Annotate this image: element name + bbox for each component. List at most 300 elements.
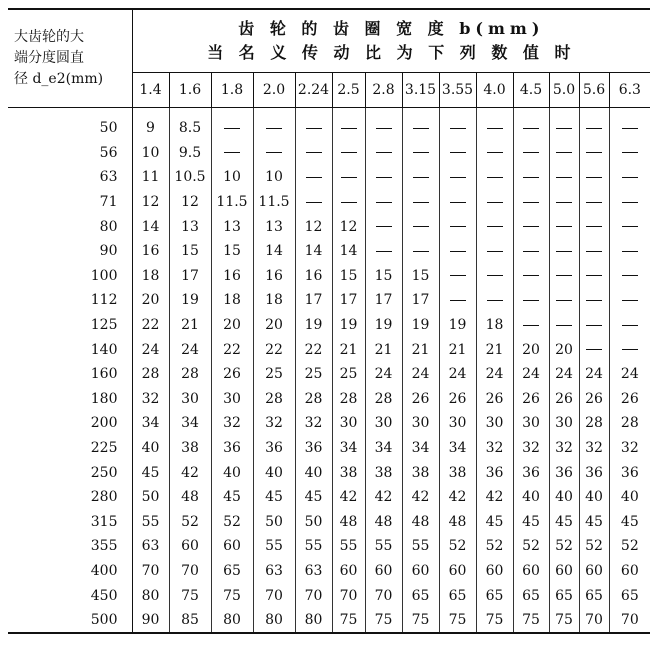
empty-value-cell xyxy=(402,165,439,190)
width-value-cell: 70 xyxy=(295,583,332,608)
dash-mark xyxy=(450,152,466,153)
width-value-cell: 10 xyxy=(253,165,295,190)
width-value-cell: 11.5 xyxy=(211,190,253,215)
width-value-cell: 55 xyxy=(402,534,439,559)
dash-mark xyxy=(523,226,539,227)
width-value-cell: 26 xyxy=(609,387,650,412)
width-value-cell: 34 xyxy=(402,436,439,461)
empty-value-cell xyxy=(549,313,579,338)
empty-value-cell xyxy=(513,239,549,264)
width-value-cell: 48 xyxy=(365,510,402,535)
width-value-cell: 17 xyxy=(365,288,402,313)
width-value-cell: 25 xyxy=(253,362,295,387)
width-value-cell: 38 xyxy=(402,460,439,485)
empty-value-cell xyxy=(253,141,295,166)
width-value-cell: 25 xyxy=(295,362,332,387)
width-value-cell: 21 xyxy=(332,337,365,362)
dash-mark xyxy=(622,251,638,252)
dash-mark xyxy=(306,152,322,153)
empty-value-cell xyxy=(253,116,295,141)
width-value-cell: 36 xyxy=(579,460,609,485)
dash-mark xyxy=(586,300,602,301)
width-value-cell: 40 xyxy=(211,460,253,485)
width-value-cell: 34 xyxy=(141,415,160,432)
width-value-cell: 90 xyxy=(141,612,160,629)
empty-value-cell xyxy=(476,288,513,313)
width-value-cell: 65 xyxy=(579,583,609,608)
width-value-cell: 17 xyxy=(332,288,365,313)
width-value-cell: 34 xyxy=(439,436,476,461)
width-value-cell: 15 xyxy=(402,264,439,289)
table-row xyxy=(8,337,650,362)
empty-value-cell xyxy=(476,190,513,215)
empty-value-cell xyxy=(295,116,332,141)
empty-value-cell xyxy=(439,214,476,239)
width-value-cell: 40 xyxy=(609,485,650,510)
dash-mark xyxy=(376,251,392,252)
width-value-cell: 19 xyxy=(402,313,439,338)
width-value-cell: 70 xyxy=(365,583,402,608)
width-value-cell: 80 xyxy=(141,587,160,604)
empty-value-cell xyxy=(476,214,513,239)
header-title-line-1: 齿 轮 的 齿 圈 宽 度 b(mm) xyxy=(238,19,545,38)
width-value-cell: 75 xyxy=(402,608,439,634)
width-value-cell: 14 xyxy=(253,239,295,264)
dash-mark xyxy=(413,251,429,252)
width-value-cell: 8.5 xyxy=(169,116,211,141)
dash-mark xyxy=(450,251,466,252)
width-value-cell: 20 xyxy=(513,337,549,362)
width-value-cell: 34 xyxy=(169,411,211,436)
empty-value-cell xyxy=(579,116,609,141)
ratio-header-cell: 1.4 xyxy=(132,73,169,108)
width-value-cell: 60 xyxy=(439,559,476,584)
width-value-cell: 26 xyxy=(402,387,439,412)
empty-value-cell xyxy=(513,313,549,338)
ratio-header-cell: 2.5 xyxy=(332,73,365,108)
empty-value-cell xyxy=(211,116,253,141)
dash-mark xyxy=(586,325,602,326)
dash-mark xyxy=(523,251,539,252)
width-value-cell: 15 xyxy=(332,264,365,289)
width-value-cell: 26 xyxy=(579,387,609,412)
width-value-cell: 13 xyxy=(169,214,211,239)
diameter-cell: 250 xyxy=(8,460,132,485)
width-value-cell: 16 xyxy=(295,264,332,289)
empty-value-cell xyxy=(476,239,513,264)
diameter-cell: 50 xyxy=(8,116,132,141)
dash-mark xyxy=(622,349,638,350)
empty-value-cell xyxy=(609,190,650,215)
width-value-cell: 48 xyxy=(439,510,476,535)
dash-mark xyxy=(341,152,357,153)
dash-mark xyxy=(450,275,466,276)
width-value-cell: 12 xyxy=(332,214,365,239)
dash-mark xyxy=(450,202,466,203)
empty-value-cell xyxy=(609,141,650,166)
ratio-header-cell: 5.0 xyxy=(549,73,579,108)
dash-mark xyxy=(224,152,240,153)
width-value-cell: 30 xyxy=(513,411,549,436)
width-value-cell: 36 xyxy=(295,436,332,461)
table-row xyxy=(8,190,650,215)
empty-value-cell xyxy=(549,288,579,313)
width-value-cell: 80 xyxy=(211,608,253,634)
width-value-cell: 65 xyxy=(609,583,650,608)
empty-value-cell xyxy=(402,190,439,215)
diameter-cell: 80 xyxy=(8,214,132,239)
empty-value-cell xyxy=(439,239,476,264)
dash-mark xyxy=(376,202,392,203)
empty-value-cell xyxy=(439,116,476,141)
width-value-cell: 60 xyxy=(332,559,365,584)
width-value-cell: 70 xyxy=(579,608,609,634)
empty-value-cell xyxy=(365,190,402,215)
dash-mark xyxy=(487,226,503,227)
diameter-cell: 100 xyxy=(8,264,132,289)
width-value-cell: 17 xyxy=(169,264,211,289)
width-value-cell: 48 xyxy=(402,510,439,535)
dash-mark xyxy=(266,128,282,129)
width-value-cell: 85 xyxy=(169,608,211,634)
empty-value-cell xyxy=(439,141,476,166)
empty-value-cell xyxy=(439,190,476,215)
width-value-cell: 38 xyxy=(439,460,476,485)
width-value-cell: 14 xyxy=(332,239,365,264)
width-value-cell: 70 xyxy=(609,608,650,634)
width-value-cell: 28 xyxy=(253,387,295,412)
width-value-cell: 52 xyxy=(476,534,513,559)
width-value-cell: 55 xyxy=(295,534,332,559)
diameter-cell: 63 xyxy=(8,165,132,190)
width-value-cell: 60 xyxy=(476,559,513,584)
width-value-cell: 75 xyxy=(211,583,253,608)
width-value-cell: 45 xyxy=(253,485,295,510)
ratio-header-cell: 2.24 xyxy=(295,73,332,108)
width-value-cell: 28 xyxy=(609,411,650,436)
width-value-cell: 65 xyxy=(476,583,513,608)
diameter-cell: 200 xyxy=(8,411,132,436)
width-value-cell: 28 xyxy=(169,362,211,387)
empty-value-cell xyxy=(549,141,579,166)
dash-mark xyxy=(523,177,539,178)
diameter-cell: 180 xyxy=(8,387,132,412)
width-value-cell: 28 xyxy=(365,387,402,412)
dash-mark xyxy=(556,202,572,203)
width-value-cell: 30 xyxy=(439,411,476,436)
width-value-cell: 32 xyxy=(253,411,295,436)
width-value-cell: 32 xyxy=(579,436,609,461)
width-value-cell: 26 xyxy=(476,387,513,412)
empty-value-cell xyxy=(609,165,650,190)
empty-value-cell xyxy=(476,141,513,166)
width-value-cell: 45 xyxy=(579,510,609,535)
empty-value-cell xyxy=(332,190,365,215)
empty-value-cell xyxy=(579,313,609,338)
width-value-cell: 75 xyxy=(365,608,402,634)
dash-mark xyxy=(523,202,539,203)
width-value-cell: 19 xyxy=(332,313,365,338)
spacer-cell xyxy=(476,108,513,117)
diameter-cell: 140 xyxy=(8,337,132,362)
dash-mark xyxy=(586,251,602,252)
diameter-cell: 71 xyxy=(8,190,132,215)
table-row xyxy=(8,288,650,313)
dash-mark xyxy=(341,177,357,178)
diameter-cell: 315 xyxy=(8,510,132,535)
width-value-cell: 28 xyxy=(332,387,365,412)
ratio-header-cell: 3.15 xyxy=(402,73,439,108)
width-value-cell: 26 xyxy=(211,362,253,387)
width-value-cell: 10 xyxy=(141,144,160,161)
width-value-cell: 60 xyxy=(513,559,549,584)
table-row xyxy=(8,608,650,634)
width-value-cell: 24 xyxy=(141,341,160,358)
empty-value-cell xyxy=(609,214,650,239)
empty-value-cell xyxy=(439,264,476,289)
dash-mark xyxy=(586,349,602,350)
width-value-cell: 52 xyxy=(169,510,211,535)
width-value-cell: 20 xyxy=(141,292,160,309)
gear-width-table-wrap xyxy=(8,8,650,634)
dash-mark xyxy=(487,275,503,276)
width-value-cell: 55 xyxy=(253,534,295,559)
width-value-cell: 65 xyxy=(439,583,476,608)
width-value-cell: 24 xyxy=(609,362,650,387)
width-value-cell: 32 xyxy=(609,436,650,461)
dash-mark xyxy=(622,275,638,276)
empty-value-cell xyxy=(549,239,579,264)
dash-mark xyxy=(306,202,322,203)
spacer-cell xyxy=(549,108,579,117)
empty-value-cell xyxy=(402,239,439,264)
table-row xyxy=(8,460,650,485)
ratio-header-cell: 1.8 xyxy=(211,73,253,108)
width-value-cell: 52 xyxy=(513,534,549,559)
width-value-cell: 32 xyxy=(513,436,549,461)
width-value-cell: 55 xyxy=(332,534,365,559)
width-value-cell: 20 xyxy=(211,313,253,338)
width-value-cell: 30 xyxy=(169,387,211,412)
empty-value-cell xyxy=(513,116,549,141)
width-value-cell: 12 xyxy=(141,194,160,211)
ratio-header-cell: 2.8 xyxy=(365,73,402,108)
empty-value-cell xyxy=(365,116,402,141)
width-value-cell: 13 xyxy=(211,214,253,239)
width-value-cell: 52 xyxy=(439,534,476,559)
width-value-cell: 34 xyxy=(365,436,402,461)
dash-mark xyxy=(622,128,638,129)
width-value-cell: 28 xyxy=(141,366,160,383)
dash-mark xyxy=(376,226,392,227)
empty-value-cell xyxy=(609,288,650,313)
width-value-cell: 30 xyxy=(402,411,439,436)
table-row xyxy=(8,387,650,412)
table-row xyxy=(8,411,650,436)
empty-value-cell xyxy=(295,190,332,215)
dash-mark xyxy=(413,152,429,153)
ratio-header-cell: 4.5 xyxy=(513,73,549,108)
dash-mark xyxy=(487,152,503,153)
width-value-cell: 75 xyxy=(169,583,211,608)
spacer-cell xyxy=(365,108,402,117)
empty-value-cell xyxy=(549,165,579,190)
dash-mark xyxy=(266,152,282,153)
width-value-cell: 12 xyxy=(295,214,332,239)
width-value-cell: 36 xyxy=(609,460,650,485)
empty-value-cell xyxy=(513,190,549,215)
width-value-cell: 52 xyxy=(579,534,609,559)
width-value-cell: 32 xyxy=(295,411,332,436)
table-row xyxy=(8,510,650,535)
empty-value-cell xyxy=(579,264,609,289)
width-value-cell: 10 xyxy=(211,165,253,190)
width-value-cell: 25 xyxy=(332,362,365,387)
width-value-cell: 65 xyxy=(549,583,579,608)
ratio-header-cell: 6.3 xyxy=(609,73,650,108)
diameter-cell: 112 xyxy=(8,288,132,313)
empty-value-cell xyxy=(402,214,439,239)
width-value-cell: 40 xyxy=(579,485,609,510)
table-row xyxy=(8,583,650,608)
spacer-cell xyxy=(579,108,609,117)
empty-value-cell xyxy=(579,337,609,362)
diameter-cell: 90 xyxy=(8,239,132,264)
width-value-cell: 32 xyxy=(476,436,513,461)
width-value-cell: 63 xyxy=(141,538,160,555)
dash-mark xyxy=(523,152,539,153)
dash-mark xyxy=(450,128,466,129)
width-value-cell: 45 xyxy=(211,485,253,510)
width-value-cell: 21 xyxy=(476,337,513,362)
empty-value-cell xyxy=(211,141,253,166)
empty-value-cell xyxy=(365,214,402,239)
empty-value-cell xyxy=(402,116,439,141)
width-value-cell: 80 xyxy=(253,608,295,634)
dash-mark xyxy=(556,251,572,252)
table-row xyxy=(8,165,650,190)
width-value-cell: 22 xyxy=(211,337,253,362)
dash-mark xyxy=(586,177,602,178)
ratio-header-cell: 3.55 xyxy=(439,73,476,108)
width-value-cell: 38 xyxy=(332,460,365,485)
width-value-cell: 34 xyxy=(332,436,365,461)
width-value-cell: 12 xyxy=(169,190,211,215)
width-value-cell: 70 xyxy=(332,583,365,608)
spacer-cell xyxy=(513,108,549,117)
table-row xyxy=(8,436,650,461)
width-value-cell: 75 xyxy=(513,608,549,634)
width-value-cell: 30 xyxy=(211,387,253,412)
width-value-cell: 65 xyxy=(211,559,253,584)
width-value-cell: 19 xyxy=(169,288,211,313)
width-value-cell: 24 xyxy=(365,362,402,387)
width-value-cell: 60 xyxy=(609,559,650,584)
width-value-cell: 45 xyxy=(141,464,160,481)
table-row xyxy=(8,214,650,239)
dash-mark xyxy=(487,251,503,252)
dash-mark xyxy=(556,300,572,301)
width-value-cell: 26 xyxy=(513,387,549,412)
spacer-cell xyxy=(132,108,169,117)
width-value-cell: 14 xyxy=(141,218,160,235)
empty-value-cell xyxy=(579,239,609,264)
width-value-cell: 30 xyxy=(549,411,579,436)
width-value-cell: 19 xyxy=(439,313,476,338)
dash-mark xyxy=(523,275,539,276)
diameter-column-header xyxy=(8,9,132,108)
table-row xyxy=(8,116,650,141)
spacer-cell xyxy=(169,108,211,117)
width-value-cell: 15 xyxy=(365,264,402,289)
dash-mark xyxy=(556,128,572,129)
width-value-cell: 65 xyxy=(513,583,549,608)
width-value-cell: 24 xyxy=(549,362,579,387)
dash-mark xyxy=(556,152,572,153)
width-value-cell: 11.5 xyxy=(253,190,295,215)
width-value-cell: 13 xyxy=(253,214,295,239)
width-value-cell: 45 xyxy=(476,510,513,535)
empty-value-cell xyxy=(609,239,650,264)
width-value-cell: 60 xyxy=(549,559,579,584)
width-value-cell: 32 xyxy=(141,390,160,407)
diameter-cell: 500 xyxy=(8,608,132,634)
table-body xyxy=(8,108,650,634)
table-row xyxy=(8,141,650,166)
width-value-cell: 30 xyxy=(365,411,402,436)
dash-mark xyxy=(556,177,572,178)
width-value-cell: 22 xyxy=(141,317,160,334)
width-value-cell: 40 xyxy=(549,485,579,510)
dash-mark xyxy=(622,300,638,301)
width-value-cell: 21 xyxy=(439,337,476,362)
spacer-cell xyxy=(253,108,295,117)
dash-mark xyxy=(586,275,602,276)
empty-value-cell xyxy=(439,288,476,313)
empty-value-cell xyxy=(332,116,365,141)
spacer-cell xyxy=(439,108,476,117)
dash-mark xyxy=(487,128,503,129)
table-row xyxy=(8,313,650,338)
empty-value-cell xyxy=(579,141,609,166)
empty-value-cell xyxy=(439,165,476,190)
width-value-cell: 50 xyxy=(141,489,160,506)
width-value-cell: 40 xyxy=(295,460,332,485)
width-value-cell: 52 xyxy=(549,534,579,559)
width-value-cell: 20 xyxy=(549,337,579,362)
dash-mark xyxy=(586,152,602,153)
empty-value-cell xyxy=(295,165,332,190)
width-value-cell: 70 xyxy=(253,583,295,608)
width-value-cell: 21 xyxy=(365,337,402,362)
width-value-cell: 48 xyxy=(169,485,211,510)
diameter-cell: 450 xyxy=(8,583,132,608)
width-value-cell: 20 xyxy=(253,313,295,338)
width-value-cell: 45 xyxy=(295,485,332,510)
dash-mark xyxy=(523,300,539,301)
width-value-cell: 42 xyxy=(169,460,211,485)
width-value-cell: 38 xyxy=(169,436,211,461)
width-value-cell: 14 xyxy=(295,239,332,264)
dash-mark xyxy=(622,152,638,153)
width-value-cell: 18 xyxy=(253,288,295,313)
width-value-cell: 10.5 xyxy=(169,165,211,190)
width-value-cell: 24 xyxy=(513,362,549,387)
width-value-cell: 30 xyxy=(476,411,513,436)
empty-value-cell xyxy=(579,214,609,239)
diameter-cell: 160 xyxy=(8,362,132,387)
width-value-cell: 75 xyxy=(332,608,365,634)
